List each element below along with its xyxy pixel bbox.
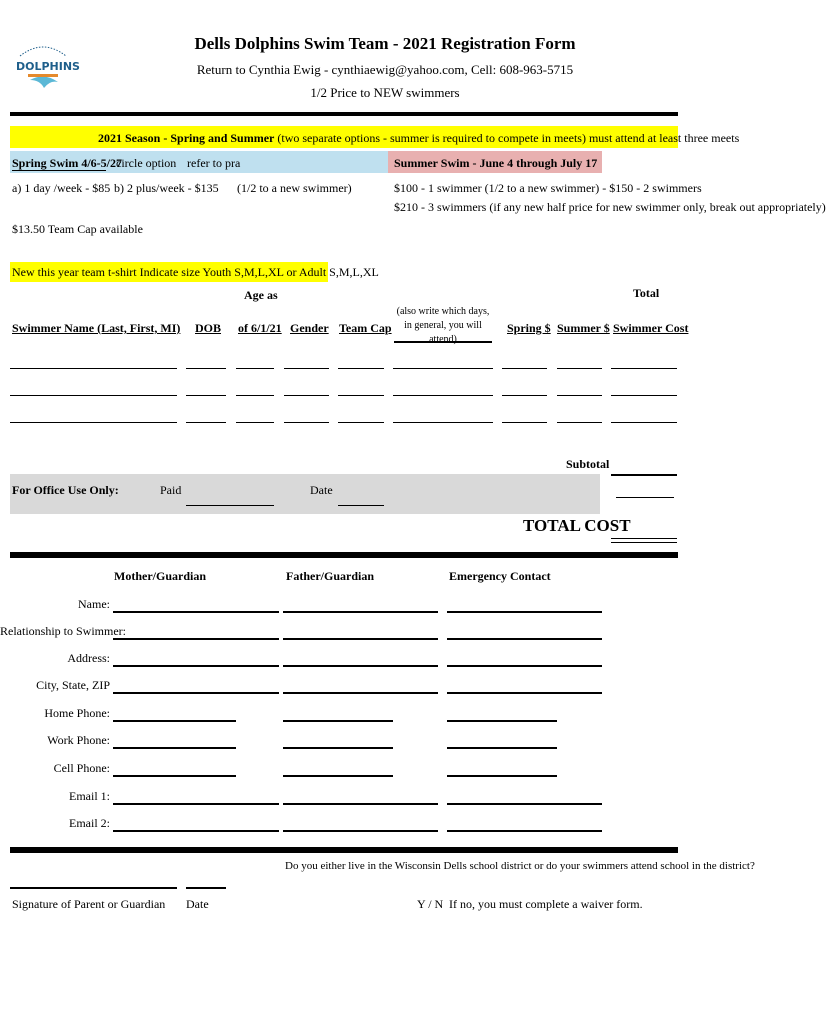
contact-line: Return to Cynthia Ewig - cynthiaewig@yahoo.com, Cell: 608-963-5715 — [196, 62, 574, 77]
father-field[interactable] — [283, 720, 393, 722]
days-note-underline — [394, 341, 492, 343]
mother-field[interactable] — [113, 720, 236, 722]
office-use-label: For Office Use Only: — [12, 483, 119, 497]
col-gender: Gender — [290, 321, 329, 335]
row-label: Relationship to Swimmer: — [0, 624, 126, 638]
col-age: of 6/1/21 — [238, 321, 282, 335]
office-total-field[interactable] — [616, 497, 674, 498]
row-label: Home Phone: — [44, 706, 110, 720]
row-label: Cell Phone: — [53, 761, 110, 775]
spring-label: Spring Swim 4/6-5/27 — [12, 156, 123, 170]
mother-field[interactable] — [113, 638, 279, 640]
emergency-field[interactable] — [447, 747, 557, 749]
tshirt-text: New this year team t-shirt Indicate size Youth S,M,L,XL or Adult S,M,L,XL — [12, 265, 379, 279]
emergency-field[interactable] — [447, 720, 557, 722]
col-total: Swimmer Cost — [613, 321, 689, 335]
office-paid-label: Paid — [160, 483, 182, 497]
mother-field[interactable] — [113, 611, 279, 613]
emergency-field[interactable] — [447, 830, 602, 832]
row-label: Email 1: — [69, 789, 110, 803]
office-date-label: Date — [310, 483, 333, 497]
season-text — [98, 131, 739, 146]
col-cap: Team Cap — [339, 321, 392, 335]
page-title: Dells Dolphins Swim Team - 2021 Registration Form — [194, 34, 576, 53]
mother-field[interactable] — [113, 665, 279, 667]
season-bold: 2021 Season - Spring and Summer — [98, 131, 275, 145]
father-field[interactable] — [283, 638, 438, 640]
waiver-note: If no, you must complete a waiver form. — [449, 897, 643, 911]
col-name: Swimmer Name (Last, First, MI) — [12, 321, 181, 335]
father-field[interactable] — [283, 830, 438, 832]
row-label: Email 2: — [69, 816, 110, 830]
row-label: Address: — [67, 651, 110, 665]
col-spring: Spring $ — [507, 321, 551, 335]
summer-price-2: $210 - 3 swimmers (if any new half price for new swimmer only, break out appropriately) — [394, 200, 826, 214]
total-cost-label: TOTAL COST — [523, 516, 631, 535]
summer-price-1: $100 - 1 swimmer (1/2 to a new swimmer) - $150 - 2 swimmers — [394, 181, 702, 195]
cap-note: $13.50 Team Cap available — [12, 222, 143, 236]
father-field[interactable] — [283, 803, 438, 805]
row-label: City, State, ZIP — [36, 678, 110, 692]
mother-field[interactable] — [113, 775, 236, 777]
row-label: Name: — [78, 597, 110, 611]
emergency-field[interactable] — [447, 775, 557, 777]
top-divider — [10, 112, 678, 116]
signature-date-label: Date — [186, 897, 209, 911]
logo-text: DOLPHINS — [16, 60, 80, 73]
spring-underline — [12, 170, 106, 171]
total-cost-field[interactable] — [611, 538, 677, 539]
bottom-divider — [10, 847, 678, 853]
spring-new-note: (1/2 to a new swimmer) — [237, 181, 352, 195]
emergency-field[interactable] — [447, 665, 602, 667]
mother-field[interactable] — [113, 830, 279, 832]
col-summer: Summer $ — [557, 321, 610, 335]
subtotal-field[interactable] — [611, 474, 677, 476]
age-as-label: Age as — [244, 288, 278, 302]
mother-field[interactable] — [113, 747, 236, 749]
yes-no-choice[interactable]: Y / N — [417, 897, 444, 911]
days-note: (also write which days, in general, you will attend) — [396, 306, 490, 345]
spring-option-a: a) 1 day /week - $85 — [12, 181, 111, 195]
mother-field[interactable] — [113, 803, 279, 805]
season-note: (two separate options - summer is required to compete in meets) must attend at least three meets — [277, 131, 740, 145]
subtotal-label: Subtotal — [566, 457, 610, 471]
spring-refer: refer to pra — [187, 156, 241, 170]
district-question: Do you either live in the Wisconsin Dells school district or do your swimmers attend school in the district? — [285, 860, 755, 872]
father-field[interactable] — [283, 775, 393, 777]
office-paid-field[interactable] — [186, 505, 274, 506]
emergency-field[interactable] — [447, 638, 602, 640]
mother-header: Mother/Guardian — [114, 569, 206, 583]
father-field[interactable] — [283, 665, 438, 667]
spring-circle: circle option — [116, 156, 177, 170]
father-field[interactable] — [283, 611, 438, 613]
signature-label: Signature of Parent or Guardian — [12, 897, 166, 911]
promo-line: 1/2 Price to NEW swimmers — [310, 85, 460, 100]
father-header: Father/Guardian — [286, 569, 375, 583]
section-divider — [10, 552, 678, 558]
row-label: Work Phone: — [47, 733, 110, 747]
emergency-header: Emergency Contact — [449, 569, 551, 583]
emergency-field[interactable] — [447, 803, 602, 805]
office-date-field[interactable] — [338, 505, 384, 506]
summer-label: Summer Swim - June 4 through July 17 — [394, 156, 598, 170]
father-field[interactable] — [283, 747, 393, 749]
mother-field[interactable] — [113, 692, 279, 694]
total-label: Total — [633, 286, 660, 300]
col-dob: DOB — [195, 321, 222, 335]
emergency-field[interactable] — [447, 692, 602, 694]
spring-option-b: b) 2 plus/week - $135 — [114, 181, 219, 195]
signature-date-field[interactable] — [186, 887, 226, 889]
father-field[interactable] — [283, 692, 438, 694]
signature-field[interactable] — [10, 887, 177, 889]
emergency-field[interactable] — [447, 611, 602, 613]
